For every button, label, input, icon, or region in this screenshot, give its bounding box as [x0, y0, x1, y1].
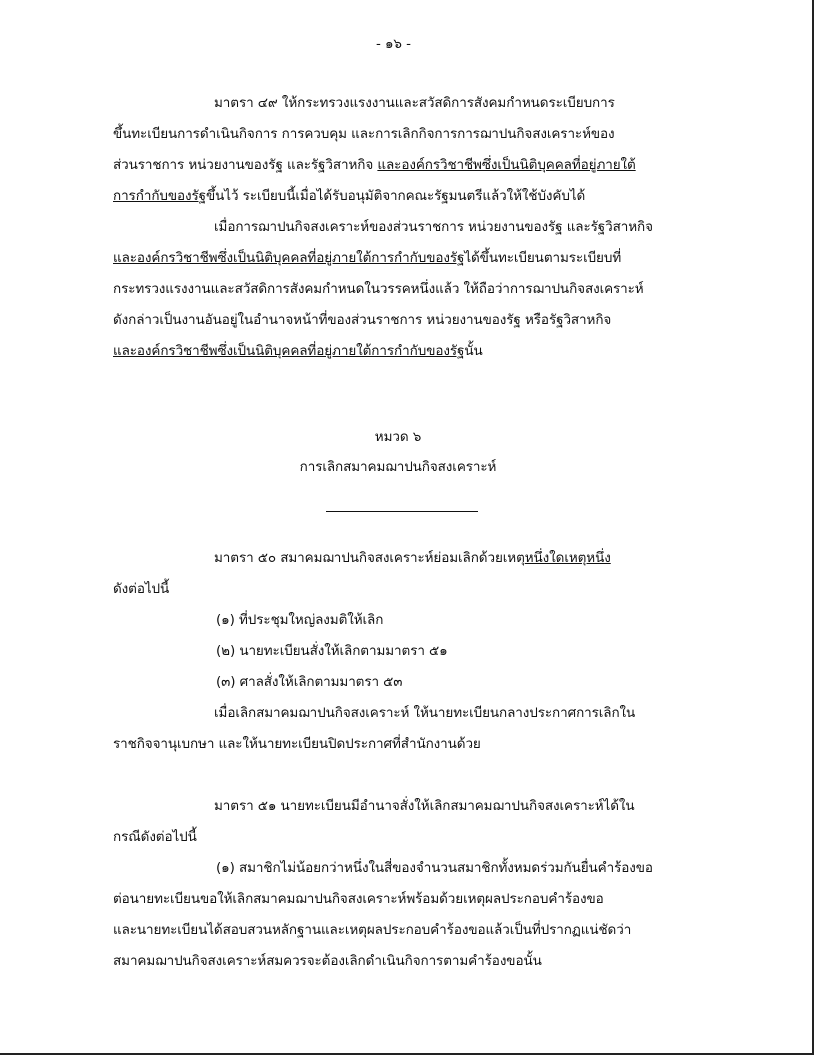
section-50-line-1-underlined: หนึ่งใดเหตุหนึ่ง [524, 550, 611, 566]
section-49-para2-line-1-amended: และรัฐวิสาหกิจ [566, 219, 653, 235]
section-49-para2-line-4 [113, 311, 611, 329]
chapter-title: การเลิกสมาคมฌาปนกิจสงเคราะห์ [299, 459, 497, 475]
section-50-para2-line-2: ราชกิจจานุเบกษา และให้นายทะเบียนปิดประกาศที่สำนักงานด้วย [113, 736, 481, 752]
section-49-line-2: ขึ้นทะเบียนการดำเนินกิจการ การควบคุม และการเลิกกิจการการฌาปนกิจสงเคราะห์ของ [113, 126, 615, 142]
section-49-para2-line-1 [214, 218, 653, 236]
section-50-item-2: (๒) นายทะเบียนสั่งให้เลิกตามมาตรา ๕๑ [216, 643, 448, 659]
section-51-item-1-line-4: สมาคมฌาปนกิจสงเคราะห์สมควรจะต้องเลิกดำเนินกิจการตามคำร้องขอนั้น [113, 953, 542, 969]
section-49-line-1: มาตรา ๔๙ ให้กระทรวงแรงงานและสวัสดิการสังคมกำหนดระเบียบการ [214, 95, 615, 111]
section-49-para2-line-4-amended: หรือรัฐวิสาหกิจ [524, 312, 612, 328]
section-49-line-4 [113, 187, 585, 205]
section-49-para2-line-5-text: นั้น [464, 343, 483, 359]
section-49-para2-line-5-underlined: และองค์กรวิชาชีพซึ่งเป็นนิติบุคคลที่อยู่ภายใต้การกำกับของรัฐ [113, 343, 465, 359]
section-49-para2-line-5 [113, 342, 483, 360]
section-49-para2-line-1-text: เมื่อการฌาปนกิจสงเคราะห์ของส่วนราชการ หน่วยงานของรัฐ [214, 219, 567, 235]
section-51-line-2: กรณีดังต่อไปนี้ [113, 829, 197, 845]
section-50-line-1-text: มาตรา ๕๐ สมาคมฌาปนกิจสงเคราะห์ย่อมเลิกด้วยเหตุ [214, 550, 525, 566]
section-49-para2-line-2-text: ได้ขึ้นทะเบียนตามระเบียบที่ [464, 250, 622, 266]
section-49-line-3-amended: และรัฐวิสาหกิจ [286, 157, 378, 173]
section-49-para2-line-2-underlined: และองค์กรวิชาชีพซึ่งเป็นนิติบุคคลที่อยู่ภายใต้การกำกับของรัฐ [113, 250, 465, 266]
section-49-para2-line-4-text: ดังกล่าวเป็นงานอันอยู่ในอำนาจหน้าที่ของส่วนราชการ หน่วยงานของรัฐ [113, 312, 525, 328]
section-49-line-3-text: ส่วนราชการ หน่วยงานของรัฐ [113, 157, 287, 173]
section-49-para2-line-2 [113, 249, 621, 267]
chapter-number: หมวด ๖ [374, 429, 422, 445]
section-50-item-3: (๓) ศาลสั่งให้เลิกตามมาตรา ๕๓ [216, 674, 403, 690]
section-51-item-1-line-1: (๑) สมาชิกไม่น้อยกว่าหนึ่งในสี่ของจำนวนสมาชิกทั้งหมดร่วมกันยื่นคำร้องขอ [216, 860, 653, 876]
section-50-para2-line-1: เมื่อเลิกสมาคมฌาปนกิจสงเคราะห์ ให้นายทะเบียนกลางประกาศการเลิกใน [214, 705, 636, 721]
section-49-line-3 [113, 156, 636, 174]
section-50-line-2: ดังต่อไปนี้ [113, 581, 170, 597]
section-50-line-1 [214, 549, 611, 567]
section-49-line-4-underlined: การกำกับของรัฐ [113, 188, 207, 204]
section-49-para2-line-3: กระทรวงแรงงานและสวัสดิการสังคมกำหนดในวรรคหนึ่งแล้ว ให้ถือว่าการฌาปนกิจสงเคราะห์ [113, 281, 644, 297]
page-number: - ๑๖ - [376, 36, 411, 52]
chapter-divider [326, 511, 478, 512]
section-51-item-1-line-3: และนายทะเบียนได้สอบสวนหลักฐานและเหตุผลประกอบคำร้องขอแล้วเป็นที่ปรากฏแน่ชัดว่า [113, 922, 632, 938]
section-49-line-4-text: ขึ้นไว้ ระเบียบนี้เมื่อได้รับอนุมัติจากคณะรัฐมนตรีแล้วให้ใช้บังคับได้ [206, 188, 586, 204]
section-51-item-1-line-2: ต่อนายทะเบียนขอให้เลิกสมาคมฌาปนกิจสงเคราะห์พร้อมด้วยเหตุผลประกอบคำร้องขอ [113, 891, 604, 907]
section-50-item-1: (๑) ที่ประชุมใหญ่ลงมติให้เลิก [216, 612, 384, 628]
section-51-line-1: มาตรา ๕๑ นายทะเบียนมีอำนาจสั่งให้เลิกสมาคมฌาปนกิจสงเคราะห์ได้ใน [214, 798, 635, 814]
section-49-line-3-underlined: และองค์กรวิชาชีพซึ่งเป็นนิติบุคคลที่อยู่ภายใต้ [377, 157, 636, 173]
